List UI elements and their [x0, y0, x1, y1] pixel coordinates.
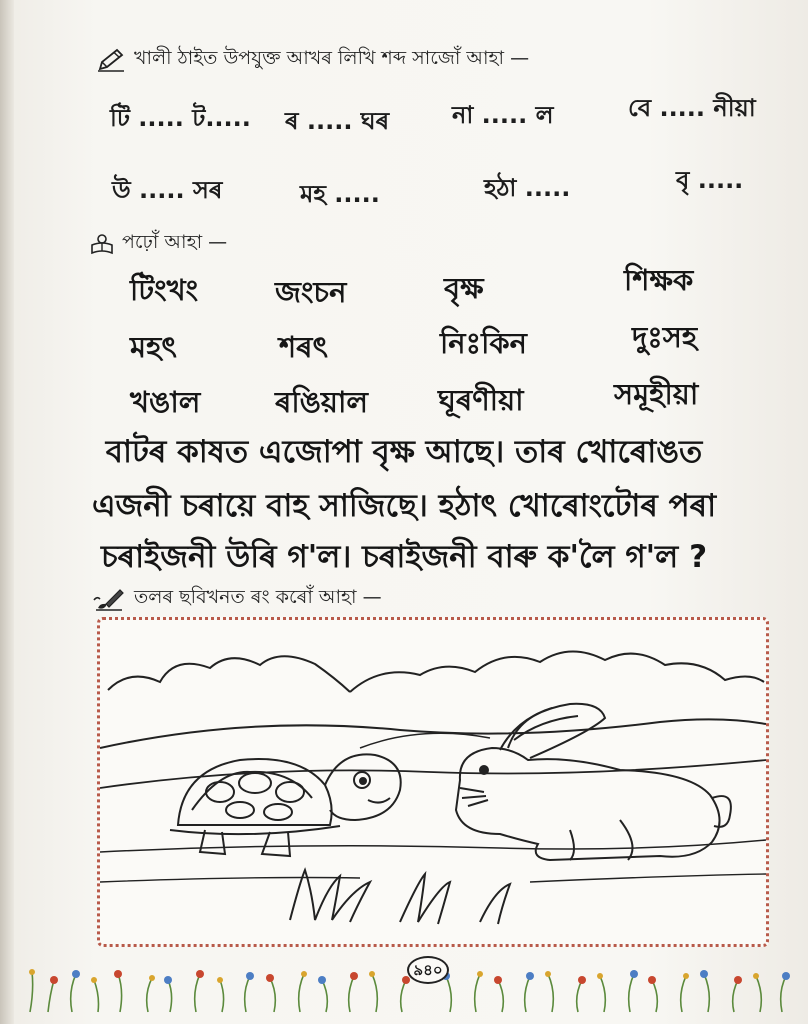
paragraph-line: এজনী চৰায়ে বাহ সাজিছে। হঠাৎ খোৰোংটোৰ পৰা — [91, 488, 717, 524]
page-number: ৯৪০ — [407, 956, 449, 984]
reading-word: মহৎ — [130, 330, 177, 364]
reading-word: দুঃসহ — [632, 320, 698, 354]
fill-blanks-instruction — [96, 44, 529, 76]
coloring-illustration — [100, 620, 766, 944]
blank-item: মহ ..... — [300, 180, 380, 208]
reading-word: ঘূৰণীয়া — [438, 383, 524, 417]
instruction-text: খালী ঠাইত উপযুক্ত আখৰ লিখি শব্দ সাজোঁ আহা — — [134, 47, 530, 69]
instruction-text: তলৰ ছবিখনত ৰং কৰোঁ আহা — — [134, 586, 382, 608]
reading-word: টিংখং — [130, 273, 199, 307]
coloring-picture-frame — [97, 617, 769, 947]
color-instruction — [92, 583, 382, 615]
blank-item: ৰ ..... ঘৰ — [285, 107, 390, 135]
reading-word: শিক্ষক — [624, 263, 694, 297]
clouds — [108, 651, 764, 692]
reading-icon — [90, 233, 114, 255]
blank-item: না ..... ল — [452, 101, 554, 129]
pencil-icon — [96, 47, 126, 73]
read-instruction — [90, 228, 227, 260]
reading-word: জংচন — [275, 275, 347, 309]
instruction-text: পঢ়োঁ আহা — — [122, 231, 228, 253]
rabbit — [456, 704, 731, 860]
reading-word: খঙাল — [130, 385, 201, 419]
brush-icon — [92, 586, 126, 612]
blank-item: উ ..... সৰ — [112, 176, 223, 204]
blank-item: হঠা ..... — [484, 174, 571, 202]
reading-word: বৃক্ষ — [444, 271, 484, 305]
reading-word: শৰৎ — [279, 330, 328, 364]
blank-item: বে ..... নীয়া — [628, 94, 756, 122]
paragraph-line: চৰাইজনী উৰি গ'ল। চৰাইজনী বাৰু ক'লৈ গ'ল ? — [100, 539, 708, 575]
reading-word: নিঃকিন — [440, 326, 527, 360]
flower-border — [20, 950, 790, 1014]
reading-word: ৰঙিয়াল — [275, 385, 368, 419]
paragraph-line: বাটৰ কাষত এজোপা বৃক্ষ আছে। তাৰ খোৰোঙত — [105, 434, 703, 470]
blank-item: বৃ ..... — [676, 166, 744, 194]
reading-word: সমূহীয়া — [614, 377, 699, 411]
blank-item: টি ..... ট..... — [110, 104, 251, 132]
